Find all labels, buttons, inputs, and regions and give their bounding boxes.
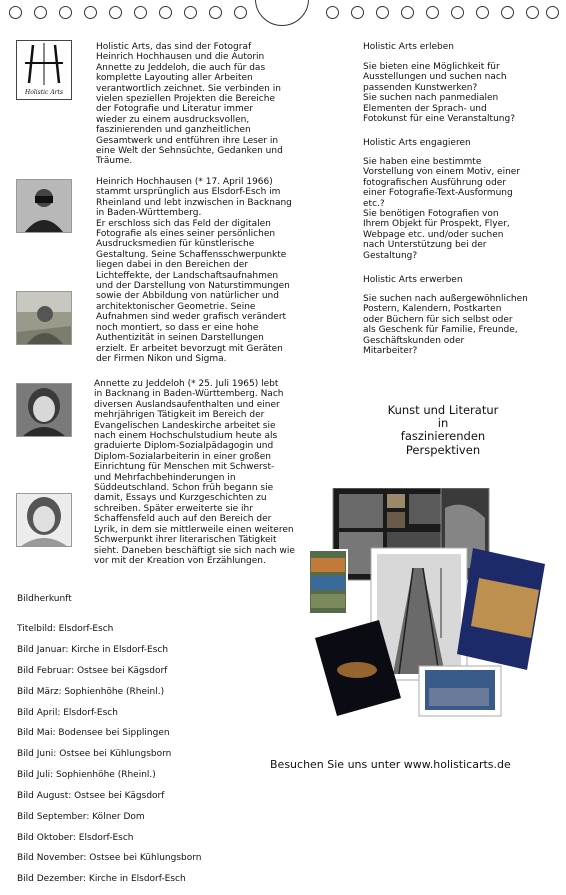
photo-heinrich-camera	[16, 179, 72, 233]
product-collage	[305, 488, 550, 718]
binding-hole	[59, 6, 72, 19]
binding-hole	[351, 6, 364, 19]
binding-hole	[9, 6, 22, 19]
heinrich-bio: Heinrich Hochhausen (* 17. April 1966) stammt ursprünglich aus Elsdorf-Esch im Rheinland und lebt inzwischen in Backnang in Baden-Württemberg. Er erschloss sich das Feld der digitalen Fotografie als eines seiner persönlichen Ausdrucksmedien für künstlerische Gestaltung. Seine Schaffensschwerpunkte liegen dabei in den Bereichen der Lichteffekte, der Landschaftsaufnahmen und der Darstellung von Naturstimmungen sowie der Abbildung von natürlicher und architektonischer Geometrie. Seine Aufnahmen sind weder grafisch verändert noch montiert, so dass er eine hohe Authentizität in seinen Darstellungen erzielt. Er arbeitet bevorzugt mit Geräten der Firmen Nikon und Sigma.	[96, 177, 292, 364]
bildherkunft-list	[17, 614, 257, 895]
binding-hole	[526, 6, 539, 19]
list-item: Bild Januar: Kirche in Elsdorf-Esch	[17, 645, 169, 656]
section-engagieren-body: Sie haben eine bestimmte Vorstellung von einem Motiv, einer fotografischen Ausführung oder einer Fotografie-Text-Ausformung etc.? Sie benötigen Fotografien von Ihrem Objekt für Prospekt, Flyer, Webpage etc. und/oder suchen nach Unterstützung bei der Gestaltung?	[363, 157, 521, 261]
list-item: Bild Februar: Ostsee bei Kägsdorf	[17, 666, 168, 677]
binding-hole	[184, 6, 197, 19]
photo-annette-smiling	[16, 383, 72, 437]
binding-hole	[376, 6, 389, 19]
annette-bio: Annette zu Jeddeloh (* 25. Juli 1965) lebt in Backnang in Baden-Württemberg. Nach diversen Auslandsaufenthalten und einer mehrjährigen Tätigkeit im Bereich der Evangelischen Landeskirche arbeitet sie nach einem Hochschulstudium heute als graduierte Diplom-Sozialpädagogin und Diplom-Sozialarbeiterin in einer großen Einrichtung für Menschen mit Schwerst- und Mehrfachbehinderungen in Süddeutschland. Schon früh begann sie damit, Essays und Kurzgeschichten zu schreiben. Später erweiterte sie ihr Schaffensfeld auch auf den Bereich der Lyrik, in dem sie mittlerweile einen weiteren Schwerpunkt ihrer literarischen Tätigkeit sieht. Daneben beschäftigt sie sich nach wie vor mit der Kreation von Erzählungen.	[94, 379, 295, 566]
list-item: Titelbild: Elsdorf-Esch	[17, 624, 114, 635]
section-erwerben-heading: Holistic Arts erwerben	[363, 275, 463, 285]
section-erwerben-body: Sie suchen nach außergewöhnlichen Postern, Kalendern, Postkarten oder Büchern für sich selbst oder als Geschenk für Familie, Freunde, Geschäftskunden oder Mitarbeiter?	[363, 294, 528, 357]
footer-website: Besuchen Sie uns unter www.holisticarts.de	[270, 758, 511, 771]
section-engagieren-heading: Holistic Arts engagieren	[363, 138, 471, 148]
section-erleben-heading: Holistic Arts erleben	[363, 42, 454, 52]
binding-hole	[159, 6, 172, 19]
intro-text: Holistic Arts, das sind der Fotograf Heinrich Hochhausen und die Autorin Annette zu Jeddeloh, die auch für das komplette Layouting aller Arbeiten verantwortlich zeichnet. Sie verbinden in vielen speziellen Projekten die Bereiche der Fotografie und Literatur immer wieder zu einem ausdrucksvollen, faszinierenden und ganzheitlichen Gesamtwerk und entführen ihre Leser in eine Welt der Sehnsüchte, Gedanken und Träume.	[96, 42, 283, 167]
photo-heinrich-outdoor	[16, 291, 72, 345]
list-item: Bild April: Elsdorf-Esch	[17, 707, 118, 718]
binding-hole	[401, 6, 414, 19]
binding-hole	[501, 6, 514, 19]
binding-hole	[84, 6, 97, 19]
binding-hole	[326, 6, 339, 19]
binding-hole	[426, 6, 439, 19]
binding-hole	[109, 6, 122, 19]
holistic-arts-logo	[16, 40, 72, 100]
list-item: Bild September: Kölner Dom	[17, 811, 145, 822]
hanger-notch	[255, 0, 309, 26]
binding-hole	[234, 6, 247, 19]
photo-annette-portrait	[16, 493, 72, 547]
binding-hole	[546, 6, 559, 19]
bildherkunft-heading: Bildherkunft	[17, 594, 72, 604]
list-item: Bild Oktober: Elsdorf-Esch	[17, 832, 134, 843]
binding-hole	[209, 6, 222, 19]
center-title: Kunst und Literatur in faszinierenden Perspektiven	[387, 403, 499, 457]
binding-hole	[134, 6, 147, 19]
binding-hole	[476, 6, 489, 19]
list-item: Bild November: Ostsee bei Kühlungsborn	[17, 853, 202, 864]
section-erleben-body: Sie bieten eine Möglichkeit für Ausstellungen und suchen nach passenden Kunstwerken? Sie suchen nach panmedialen Elementen der Sprach- und Fotokunst für eine Veranstaltung?	[363, 62, 515, 125]
logo-mark-icon	[17, 41, 71, 87]
logo-caption: Holistic Arts	[24, 89, 64, 96]
list-item: Bild März: Sophienhöhe (Rheinl.)	[17, 686, 165, 697]
list-item: Bild Mai: Bodensee bei Sipplingen	[17, 728, 170, 739]
list-item: Bild Dezember: Kirche in Elsdorf-Esch	[17, 874, 186, 885]
list-item: Bild Juli: Sophienhöhe (Rheinl.)	[17, 770, 156, 781]
binding-hole	[451, 6, 464, 19]
list-item: Bild Juni: Ostsee bei Kühlungsborn	[17, 749, 172, 760]
binding-hole	[34, 6, 47, 19]
list-item: Bild August: Ostsee bei Kägsdorf	[17, 790, 165, 801]
